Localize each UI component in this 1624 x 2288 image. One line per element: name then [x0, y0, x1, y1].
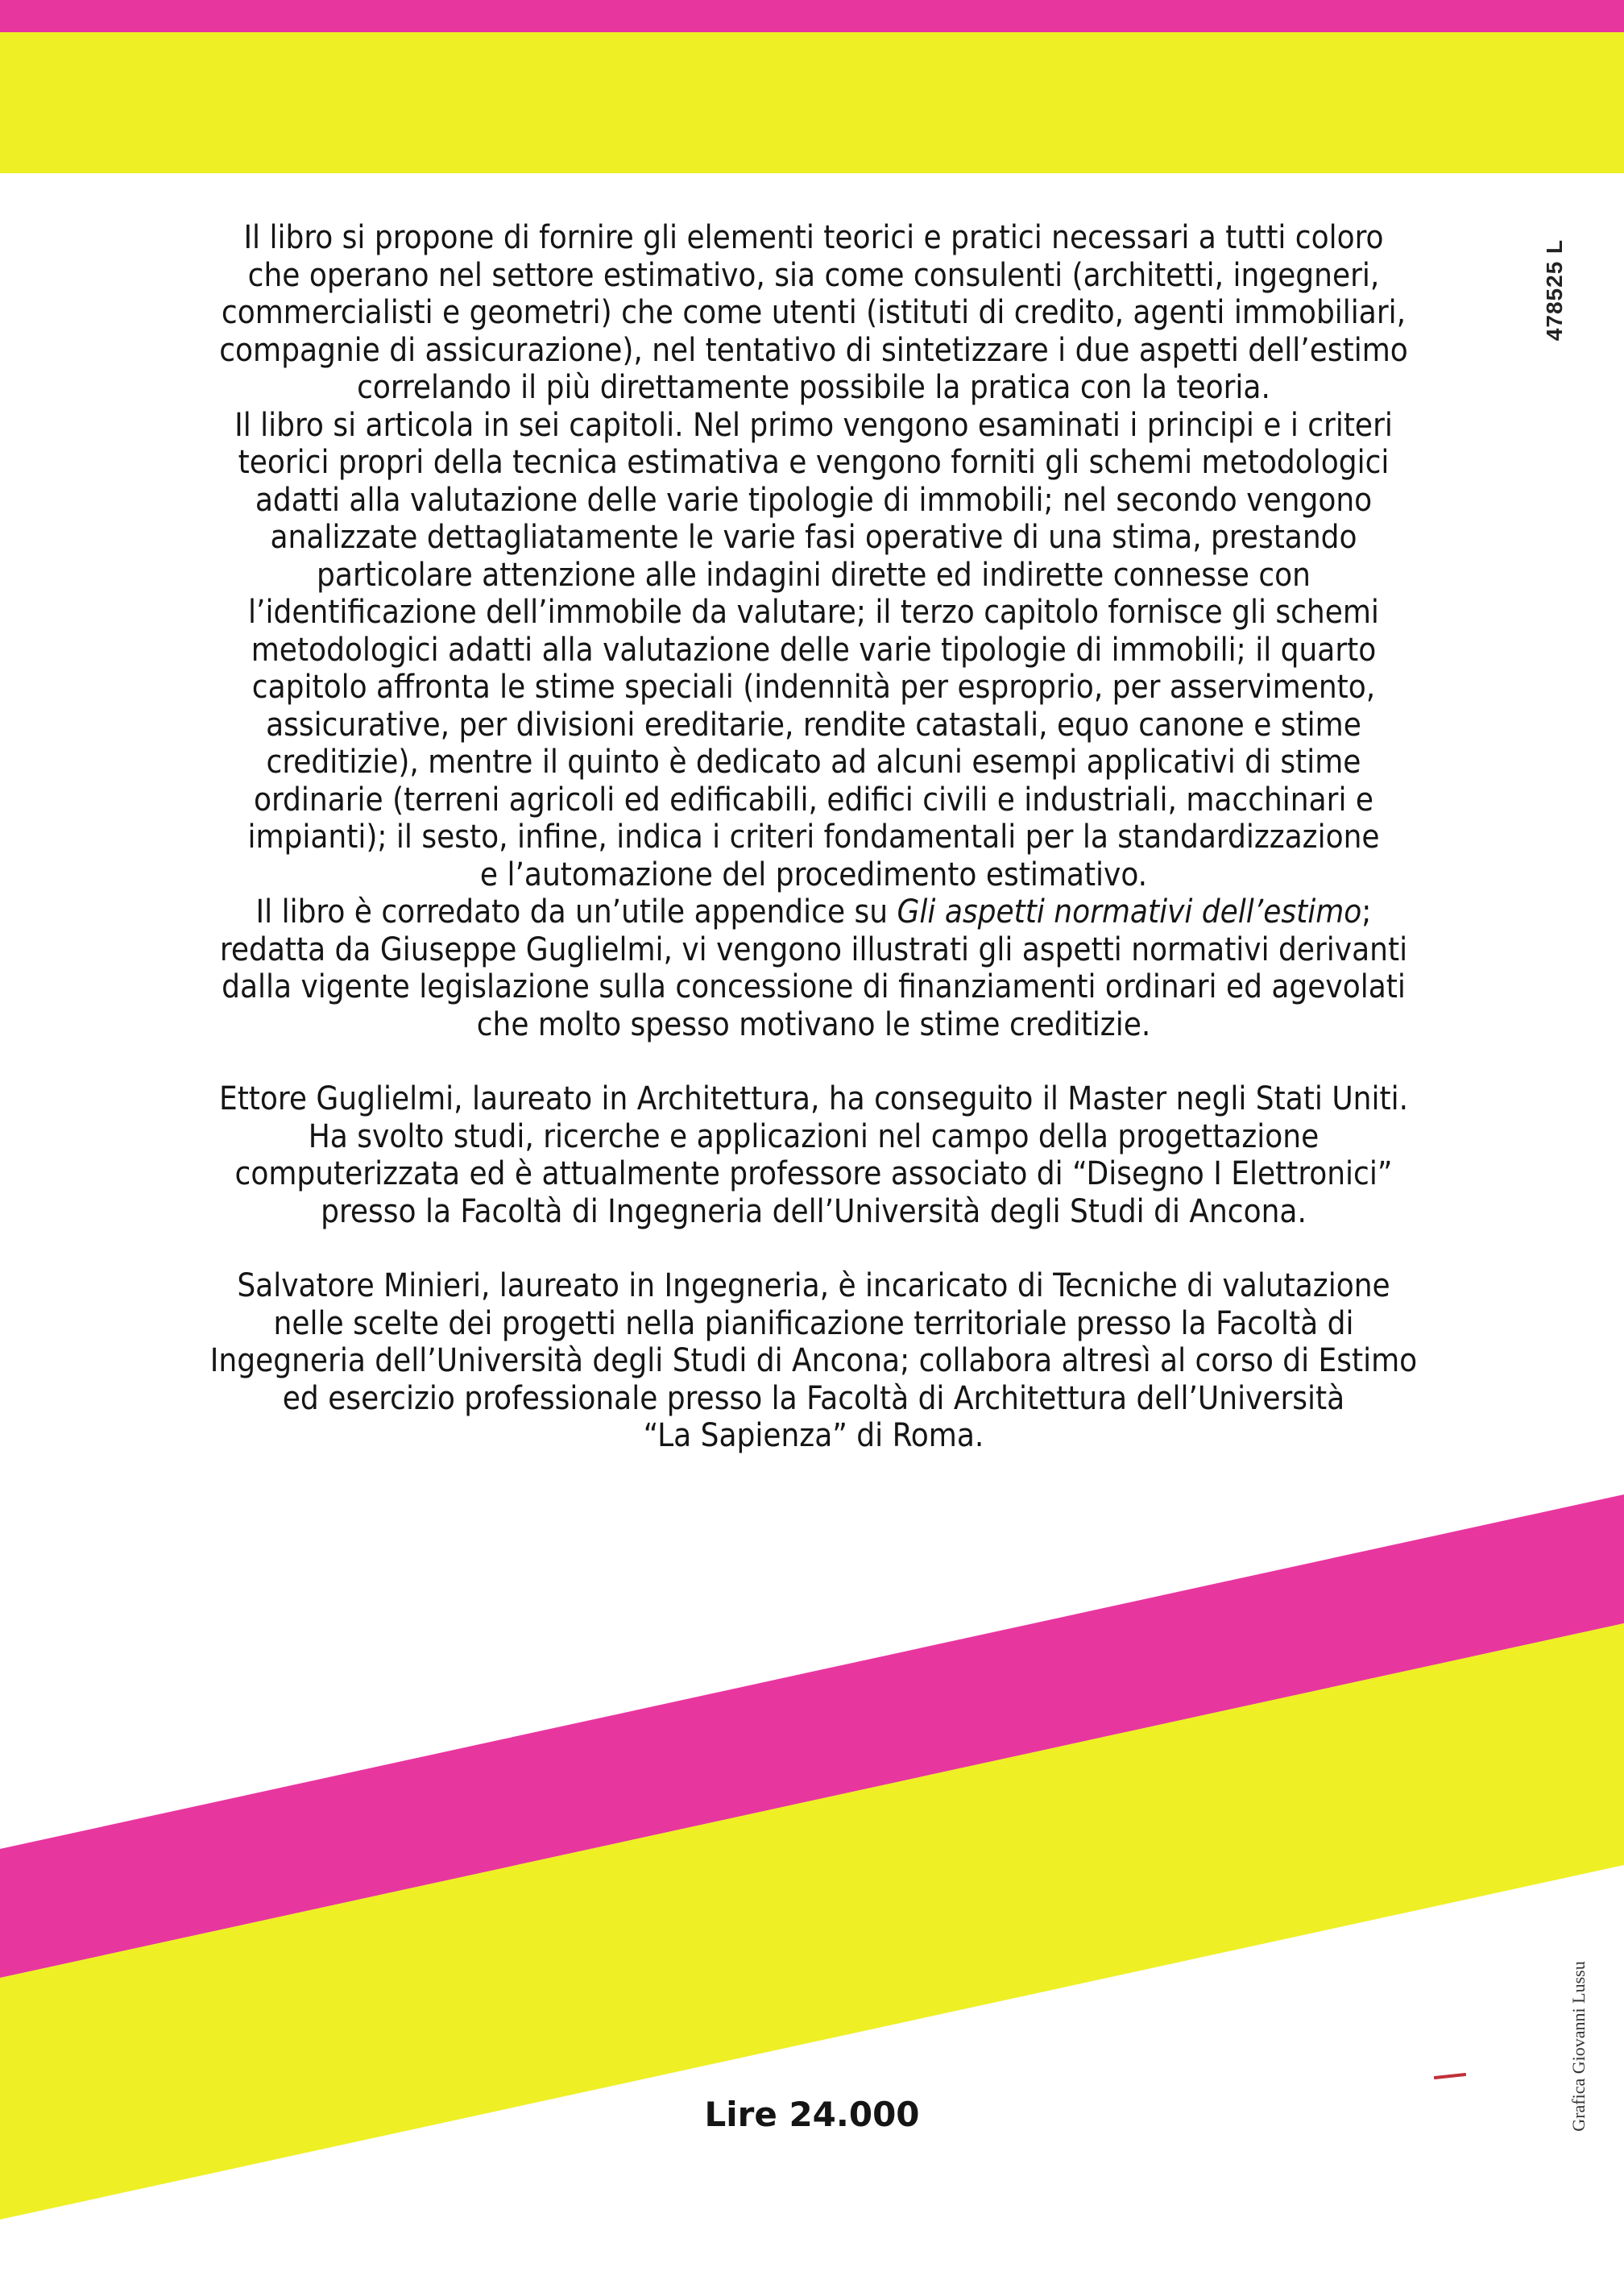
- author1-bio: [121, 1080, 1506, 1230]
- price: Lire 24.000: [704, 2095, 920, 2134]
- book-code: 478525 L: [1542, 238, 1567, 342]
- text-line: [121, 893, 1506, 931]
- text-line: nelle scelte dei progetti nella pianificazione territoriale presso la Facoltà di: [273, 1304, 1354, 1342]
- text-line: e l’automazione del procedimento estimativo.: [479, 856, 1148, 893]
- text-line: analizzate dettagliatamente le varie fasi operative di una stima, prestando: [270, 519, 1357, 556]
- text-line: presso la Facoltà di Ingegneria dell’Università degli Studi di Ancona.: [321, 1192, 1307, 1230]
- text-line: creditizie), mentre il quinto è dedicato ad alcuni esempi applicativi di stime: [266, 744, 1361, 781]
- text-line: computerizzata ed è attualmente professore associato di “Disegno I Elettronici”: [234, 1155, 1393, 1192]
- text-line: commercialisti e geometri) che come utenti (istituti di credito, agenti immobiliari,: [221, 294, 1406, 331]
- text-line: Salvatore Minieri, laureato in Ingegneria, è incaricato di Tecniche di valutazione: [237, 1267, 1390, 1304]
- text-line: compagnie di assicurazione), nel tentativo di sintetizzare i due aspetti dell’estimo: [219, 331, 1408, 369]
- graphic-credit: Grafica Giovanni Lussu: [1568, 1961, 1589, 2132]
- text-line: correlando il più direttamente possibile la pratica con la teoria.: [357, 369, 1270, 406]
- chapters-paragraph: [121, 407, 1506, 894]
- text-line: ordinarie (terreni agricoli ed edificabili, edifici civili e industriali, macchinari e: [253, 781, 1374, 819]
- paragraph-gap: [121, 1230, 1506, 1267]
- text-line: l’identificazione dell’immobile da valutare; il terzo capitolo fornisce gli schemi: [248, 594, 1379, 631]
- text-line: particolare attenzione alle indagini dirette ed indirette connesse con: [317, 556, 1311, 594]
- text-line: dalla vigente legislazione sulla concessione di finanziamenti ordinari ed agevolati: [222, 968, 1406, 1005]
- text-line: “La Sapienza” di Roma.: [643, 1417, 984, 1454]
- text-line: metodologici adatti alla valutazione delle varie tipologie di immobili; il quarto: [251, 631, 1377, 669]
- appendix-title: Gli aspetti normativi dell’estimo: [897, 893, 1362, 931]
- text-line: teorici propri della tecnica estimativa e vengono forniti gli schemi metodologici: [238, 444, 1390, 481]
- text-line: capitolo affronta le stime speciali (indennità per esproprio, per asservimento,: [251, 669, 1376, 706]
- appendix-punct: ;: [1361, 893, 1372, 931]
- text-line: redatta da Giuseppe Guglielmi, vi vengono illustrati gli aspetti normativi derivanti: [219, 931, 1408, 968]
- appendix-paragraph: [121, 893, 1506, 1043]
- text-line: Ingegneria dell’Università degli Studi di Ancona; collabora altresì al corso di Estimo: [209, 1342, 1418, 1379]
- text-line: Il libro si propone di fornire gli elementi teorici e pratici necessari a tutti coloro: [243, 219, 1384, 256]
- author2-bio: [121, 1267, 1506, 1455]
- intro-paragraph: [121, 219, 1506, 407]
- text-line: adatti alla valutazione delle varie tipologie di immobili; nel secondo vengono: [255, 481, 1373, 519]
- appendix-intro: Il libro è corredato da un’utile appendice su: [255, 893, 897, 931]
- text-line: Ha svolto studi, ricerche e applicazioni nel campo della progettazione: [308, 1117, 1320, 1155]
- paragraph-gap: [121, 1043, 1506, 1080]
- text-line: impianti); il sesto, infine, indica i criteri fondamentali per la standardizzazione: [247, 819, 1380, 856]
- back-cover-text: [121, 219, 1506, 1455]
- text-line: ed esercizio professionale presso la Facoltà di Architettura dell’Università: [282, 1379, 1345, 1417]
- text-line: che operano nel settore estimativo, sia come consulenti (architetti, ingegneri,: [247, 256, 1380, 294]
- text-line: che molto spesso motivano le stime creditizie.: [476, 1005, 1151, 1043]
- text-line: Ettore Guglielmi, laureato in Architettura, ha conseguito il Master negli Stati Uniti.: [218, 1080, 1409, 1117]
- text-line: assicurative, per divisioni ereditarie, rendite catastali, equo canone e stime: [266, 706, 1361, 744]
- text-line: Il libro si articola in sei capitoli. Nel primo vengono esaminati i principi e i criteri: [234, 406, 1393, 444]
